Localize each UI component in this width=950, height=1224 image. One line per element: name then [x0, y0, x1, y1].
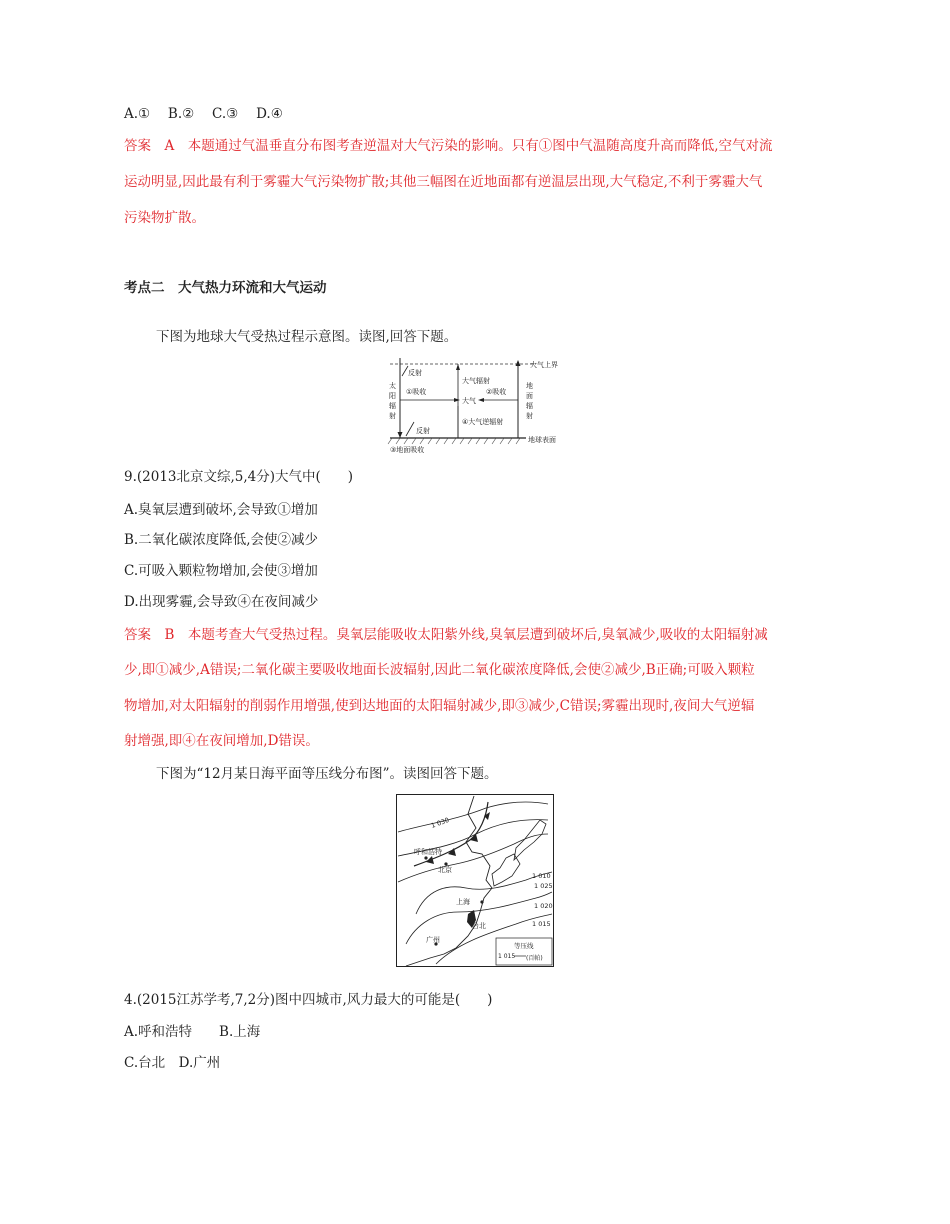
city-guangzhou: 广州: [426, 936, 440, 944]
q9-option-d: D.出现雾霾,会导致④在夜间减少: [124, 594, 319, 610]
svg-text:射: 射: [389, 412, 396, 420]
reflect-bottom-label: 反射: [416, 427, 430, 435]
q9-stem: 9.(2013北京文综,5,4分)大气中( ): [124, 469, 354, 485]
legend-sample: 1 015: [498, 953, 516, 960]
prev-options: A.① B.② C.③ D.④: [124, 106, 283, 122]
q9-answer-line-4: 射增强,即④在夜间增加,D错误。: [124, 733, 319, 749]
q9-option-a: A.臭氧层遭到破坏,会导致①增加: [124, 502, 318, 518]
q9-answer-line-1: 答案 B 本题考查大气受热过程。臭氧层能吸收太阳紫外线,臭氧层遭到破坏后,臭氧减少,吸收的太阳辐射减: [124, 627, 768, 643]
svg-text:射: 射: [526, 412, 533, 420]
isobar-1010-label: 1 010: [532, 872, 551, 880]
city-taipei: 台北: [472, 922, 486, 930]
city-hohhot: 呼和浩特: [414, 848, 442, 856]
shanghai-dot: [480, 900, 483, 903]
ground-absorb-label: ③地面吸收: [390, 446, 425, 454]
svg-text:太: 太: [389, 382, 396, 390]
prev-answer-line-2: 运动明显,因此最有利于雾霾大气污染物扩散;其他三幅图在近地面都有逆温层出现,大气稳定,不利于雾霾大气: [124, 174, 763, 190]
isobar-1025-label: 1 025: [534, 882, 553, 890]
legend-title: 等压线: [514, 942, 534, 950]
absorb1-label: ①吸收: [406, 388, 427, 396]
legend-unit: (百帕): [526, 955, 543, 962]
q9-answer-line-2: 少,即①减少,A错误;二氧化碳主要吸收地面长波辐射,因此二氧化碳浓度降低,会使②减少,B正确;可吸入颗粒: [124, 662, 755, 678]
hohhot-dot: [424, 856, 427, 859]
fig1-intro: 下图为地球大气受热过程示意图。读图,回答下题。: [156, 329, 458, 345]
isobar-1030-label: 1 030: [429, 815, 451, 830]
isobar-1015-label: 1 015: [532, 920, 551, 928]
atmosphere-label: 大气: [462, 397, 476, 405]
q4-options-line-1: A.呼和浩特 B.上海: [124, 1024, 261, 1040]
city-shanghai: 上海: [456, 898, 470, 906]
isobar-1020-label: 1 020: [534, 902, 553, 910]
svg-text:辐: 辐: [389, 402, 396, 410]
q9-answer-line-3: 物增加,对太阳辐射的削弱作用增强,使到达地面的太阳辐射减少,即③减少,C错误;雾霾出现时,夜间大气逆辐: [124, 698, 755, 714]
prev-answer-line-3: 污染物扩散。: [124, 210, 205, 226]
top-boundary-label: 大气上界: [530, 361, 558, 369]
svg-text:辐: 辐: [526, 402, 533, 410]
reflect-top-label: 反射: [408, 369, 422, 377]
city-beijing: 北京: [438, 866, 452, 874]
absorb2-label: ②吸收: [486, 388, 507, 396]
atmo-radiation-label: 大气辐射: [462, 377, 490, 385]
svg-text:阳: 阳: [389, 392, 396, 400]
section-title: 考点二 大气热力环流和大气运动: [124, 280, 327, 296]
q4-options-line-2: C.台北 D.广州: [124, 1055, 221, 1071]
q9-option-b: B.二氧化碳浓度降低,会使②减少: [124, 532, 319, 548]
q4-stem: 4.(2015江苏学考,7,2分)图中四城市,风力最大的可能是( ): [124, 992, 493, 1008]
prev-answer-line-1: 答案 A 本题通过气温垂直分布图考查逆温对大气污染的影响。只有①图中气温随高度升高而降低,空气对流: [124, 138, 773, 154]
back-radiation-label: ④大气逆辐射: [462, 418, 504, 426]
atmosphere-heating-diagram: [386, 356, 566, 456]
svg-text:地: 地: [526, 382, 533, 390]
fig2-intro: 下图为“12月某日海平面等压线分布图”。读图回答下题。: [156, 766, 498, 782]
ground-label: 地球表面: [528, 436, 556, 444]
isobar-map: [396, 794, 554, 967]
svg-text:面: 面: [526, 392, 533, 400]
q9-option-c: C.可吸入颗粒物增加,会使③增加: [124, 563, 318, 579]
